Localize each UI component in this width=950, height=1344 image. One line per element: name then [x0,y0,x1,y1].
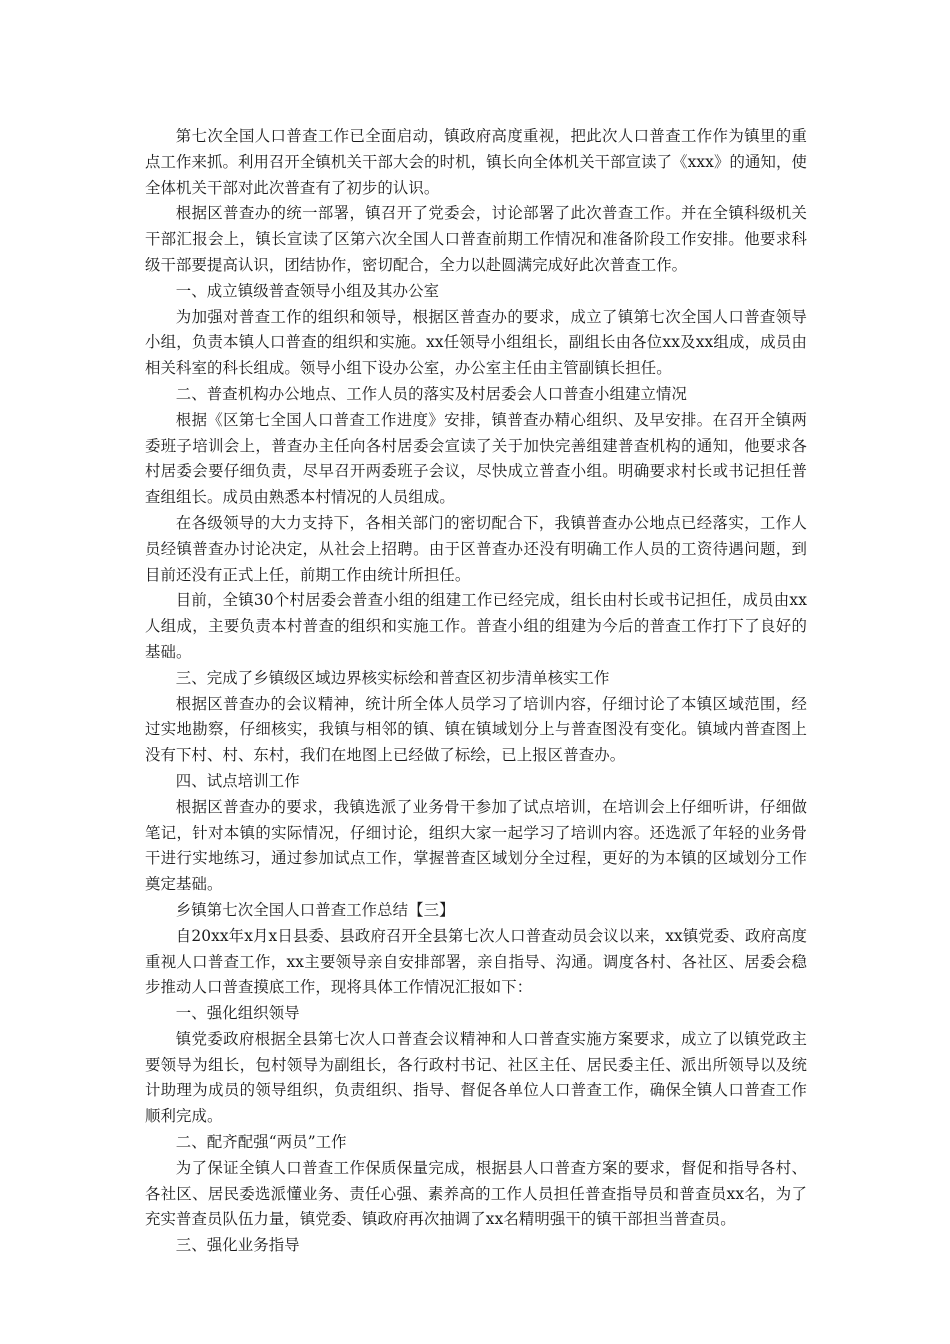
section-heading-4: 四、试点培训工作 [175,771,300,790]
section-heading-2: 二、普查机构办公地点、工作人员的落实及村居委会人口普查小组建立情况 [175,384,687,403]
paragraph-section-4: 根据区普查办的要求，我镇选派了业务骨干参加了试点培训，在培训会上仔细听讲，仔细做笔记，针对本镇的实际情况，仔细讨论，组织大家一起学习了培训内容。还选派了年轻的业务骨干进行实地练习，通过参加试点工作，掌握普查区域划分全过程，更好的为本镇的区域划分工作奠定基础。 [145,797,807,894]
paragraph-summary-intro: 自20xx年x月x日县委、县政府召开全县第七次人口普查动员会议以来，xx镇党委、政府高度重视人口普查工作，xx主要领导亲自安排部署，亲自指导、沟通。调度各村、各社区、居委会稳步推动人口普查摸底工作，现将具体工作情况汇报如下： [145,926,807,997]
paragraph-section-2a: 根据《区第七全国人口普查工作进度》安排，镇普查办精心组织、及早安排。在召开全镇两委班子培训会上，普查办主任向各村居委会宣读了关于加快完善组建普查机构的通知，他要求各村居委会要仔细负责，尽早召开两委班子会议，尽快成立普查小组。明确要求村长或书记担任普查组组长。成员由熟悉本村情况的人员组成。 [145,410,807,507]
paragraph-section-2c: 目前，全镇30个村居委会普查小组的组建工作已经完成，组长由村长或书记担任，成员由xx人组成，主要负责本村普查的组织和实施工作。普查小组的组建为今后的普查工作打下了良好的基础。 [145,591,807,661]
section-heading-5: 一、强化组织领导 [175,1004,300,1023]
section-heading-7: 三、强化业务指导 [175,1236,300,1255]
paragraph-section-2b: 在各级领导的大力支持下，各相关部门的密切配合下，我镇普查办公地点已经落实，工作人员经镇普查办讨论决定，从社会上招聘。由于区普查办还没有明确工作人员的工资待遇问题，到目前还没有正式上任，前期工作由统计所担任。 [145,513,807,584]
document-subtitle: 乡镇第七次全国人口普查工作总结【三】 [175,900,455,919]
paragraph-section-6: 为了保证全镇人口普查工作保质保量完成，根据县人口普查方案的要求，督促和指导各村、各社区、居民委选派懂业务、责任心强、素养高的工作人员担任普查指导员和普查员xx名，为了充实普查员队伍力量，镇党委、镇政府再次抽调了xx名精明强干的镇干部担当普查员。 [145,1158,807,1229]
document-body [145,124,807,1259]
section-heading-6: 二、配齐配强“两员”工作 [175,1133,347,1152]
paragraph-section-1: 为加强对普查工作的组织和领导，根据区普查办的要求，成立了镇第七次全国人口普查领导小组，负责本镇人口普查的组织和实施。xx任领导小组组长，副组长由各位xx及xx组成，成员由相关科室的科长组成。领导小组下设办公室，办公室主任由主管副镇长担任。 [145,307,807,378]
paragraph-section-5: 镇党委政府根据全县第七次人口普查会议精神和人口普查实施方案要求，成立了以镇党政主要领导为组长，包村领导为副组长，各行政村书记、社区主任、居民委主任、派出所领导以及统计助理为成员的领导组织，负责组织、指导、督促各单位人口普查工作，确保全镇人口普查工作顺利完成。 [145,1029,807,1126]
paragraph-intro-1: 第七次全国人口普查工作已全面启动，镇政府高度重视，把此次人口普查工作作为镇里的重点工作来抓。利用召开全镇机关干部大会的时机，镇长向全体机关干部宣读了《xxx》的通知，使全体机关干部对此次普查有了初步的认识。 [145,127,807,197]
paragraph-section-3: 根据区普查办的会议精神，统计所全体人员学习了培训内容，仔细讨论了本镇区域范围，经过实地勘察，仔细核实，我镇与相邻的镇、镇在镇域划分上与普查图没有变化。镇域内普查图上没有下村、村、东村，我们在地图上已经做了标绘，已上报区普查办。 [145,694,807,765]
section-heading-3: 三、完成了乡镇级区域边界核实标绘和普查区初步清单核实工作 [175,668,610,687]
section-heading-1: 一、成立镇级普查领导小组及其办公室 [175,281,440,300]
paragraph-intro-2: 根据区普查办的统一部署，镇召开了党委会，讨论部署了此次普查工作。并在全镇科级机关干部汇报会上，镇长宣读了区第六次全国人口普查前期工作情况和准备阶段工作安排。他要求科级干部要提高认识，团结协作，密切配合，全力以赴圆满完成好此次普查工作。 [145,204,807,274]
